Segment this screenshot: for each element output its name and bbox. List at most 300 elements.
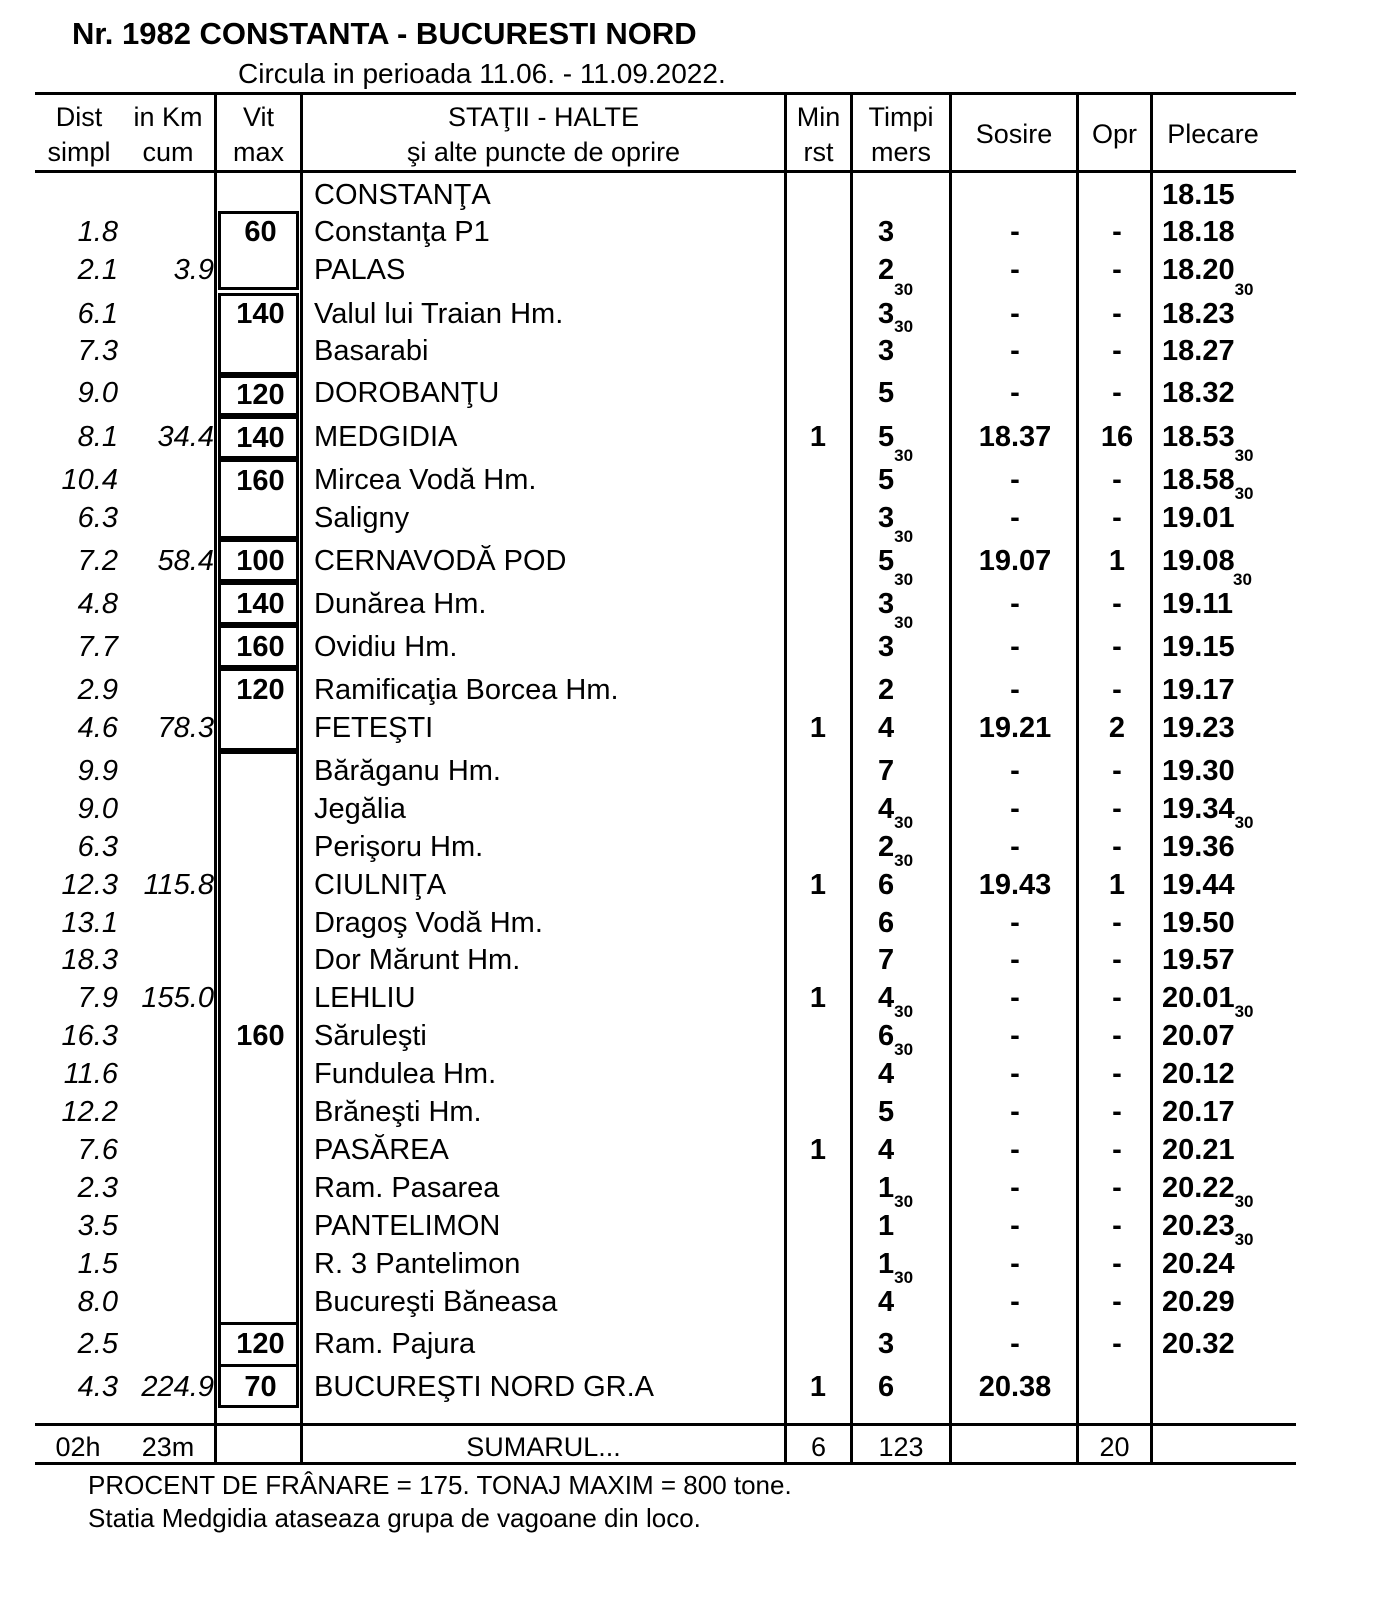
row-plecare [1162,904,1292,942]
row-min-rst [788,790,848,828]
speed-limit: 140 [236,298,285,330]
timpi-value: 4 [878,712,895,744]
row-dist: 7.7 [77,631,118,663]
row-km-cum: 34.4 [157,421,214,453]
row-plecare [1162,446,1292,499]
row-dist: 4.6 [77,712,118,744]
timpi-value: 4 [878,982,895,1014]
summary-opr: 20 [1099,1432,1130,1462]
row-sosire: - [1010,755,1020,787]
row-km-cum [122,1093,214,1131]
timpi-value: 4 [878,1134,895,1166]
table-row [0,1131,1380,1169]
table-row [0,374,1380,412]
row-sosire: - [1010,1248,1020,1280]
row-km-cum [122,941,214,979]
row-dist: 6.3 [77,502,118,534]
row-plecare [1162,1131,1292,1169]
row-dist: 3.5 [77,1210,118,1242]
row-timpi-mers [878,904,958,942]
row-timpi-mers [878,613,958,666]
table-row [0,213,1380,251]
row-timpi-mers [878,527,958,580]
row-km-cum [122,1055,214,1093]
timpi-value: 5 [878,421,895,453]
row-station: CONSTANŢA [314,179,491,211]
plecare-value: 18.27 [1162,335,1235,367]
row-min-rst [788,1283,848,1321]
row-sosire: 19.43 [978,869,1052,901]
row-plecare [1162,1169,1292,1207]
row-plecare [1162,979,1292,1017]
row-dist: 12.2 [61,1096,118,1128]
timpi-value: 3 [878,335,895,367]
row-station: PASĂREA [314,1134,449,1166]
summary-timpi: 123 [878,1432,924,1462]
summary-hours: 02h [55,1432,101,1462]
timpi-seconds: 30 [894,280,914,299]
row-station: DOROBANŢU [314,377,500,409]
row-opr: - [1112,377,1122,409]
plecare-value: 20.24 [1162,1248,1235,1280]
row-min-rst [788,1093,848,1131]
row-min-rst [788,295,848,333]
row-opr: - [1112,588,1122,620]
plecare-value: 19.17 [1162,674,1235,706]
timpi-value: 6 [878,1371,895,1403]
row-sosire: - [1010,588,1020,620]
row-station: PALAS [314,254,406,286]
row-plecare [1162,628,1292,666]
row-timpi-mers [878,418,958,456]
row-timpi-mers [878,1169,958,1207]
timpi-seconds: 30 [894,570,914,589]
plecare-value: 18.20 [1162,254,1235,286]
header-dist: Dist simpl [47,102,111,167]
row-sosire: - [1010,631,1020,663]
row-sosire: - [1010,298,1020,330]
timpi-value: 2 [878,254,895,286]
row-opr: - [1112,674,1122,706]
timpi-value: 6 [878,1020,895,1052]
timpi-seconds: 30 [894,1040,914,1059]
row-opr: - [1112,1248,1122,1280]
plecare-value: 19.11 [1162,588,1233,620]
row-sosire: - [1010,1020,1020,1052]
plecare-value: 19.15 [1162,631,1235,663]
row-plecare [1162,1192,1292,1245]
timpi-seconds: 30 [894,527,914,546]
row-timpi-mers [878,1002,958,1055]
header-stations: STAŢII - HALTE şi alte puncte de oprire [406,102,681,167]
row-sosire: - [1010,1286,1020,1318]
footer-note-braking: PROCENT DE FRÂNARE = 175. TONAJ MAXIM = 800 tone. [88,1470,792,1500]
row-sosire: - [1010,464,1020,496]
timpi-value: 1 [878,1210,895,1242]
row-plecare [1162,790,1292,828]
timpi-value: 5 [878,545,895,577]
row-station: Ram. Pasarea [314,1172,500,1204]
row-km-cum [122,176,214,214]
row-plecare [1162,752,1292,790]
row-opr: - [1112,464,1122,496]
row-km-cum [122,1207,214,1245]
page-title: Nr. 1982 CONSTANTA - BUCURESTI NORD [72,16,697,51]
row-km-cum [122,1131,214,1169]
table-row [0,813,1380,866]
plecare-value: 20.21 [1162,1134,1235,1166]
row-timpi-mers [878,1040,958,1093]
row-opr: 16 [1100,421,1134,453]
row-station: Dor Mărunt Hm. [314,944,521,976]
row-km-cum [122,332,214,370]
speed-limit: 120 [236,674,285,706]
table-row [0,979,1380,1017]
speed-limit: 60 [244,216,277,248]
row-dist: 7.9 [77,982,118,1014]
row-km-cum [122,671,214,709]
timpi-seconds: 30 [894,613,914,632]
table-row [0,570,1380,623]
row-sosire [955,176,1075,214]
row-station: MEDGIDIA [314,421,458,453]
table-row [0,941,1380,979]
row-timpi-mers [878,446,958,499]
row-dist: 7.3 [77,335,118,367]
row-opr: - [1112,631,1122,663]
row-opr: - [1112,755,1122,787]
row-station: Bucureşti Băneasa [314,1286,558,1318]
row-station: PANTELIMON [314,1210,501,1242]
row-min-rst [788,332,848,370]
footer-note-medgidia: Statia Medgidia ataseaza grupa de vagoane din loco. [88,1503,701,1533]
row-dist: 13.1 [61,907,118,939]
row-min-rst [788,1325,848,1363]
row-min-rst [788,828,848,866]
row-station: Ram. Pajura [314,1328,476,1360]
row-min-rst: 1 [809,1134,827,1166]
row-km-cum: 224.9 [141,1371,214,1403]
row-plecare [1162,280,1292,333]
row-km-cum [122,828,214,866]
row-km-cum: 3.9 [173,254,214,286]
summary-minutes: 23m [141,1432,195,1462]
row-station: Brăneşti Hm. [314,1096,482,1128]
row-station: BUCUREŞTI NORD GR.A [314,1371,654,1403]
row-sosire: - [1010,982,1020,1014]
row-sosire: - [1010,944,1020,976]
row-km-cum [122,752,214,790]
row-min-rst [788,499,848,537]
row-opr: - [1112,1328,1122,1360]
row-opr: - [1112,982,1122,1014]
row-sosire: - [1010,1172,1020,1204]
row-opr: - [1112,1096,1122,1128]
row-km-cum: 115.8 [143,869,214,901]
row-timpi-mers [878,790,958,828]
row-dist: 9.0 [77,377,118,409]
row-sosire: - [1010,254,1020,286]
table-row [0,176,1380,214]
row-min-rst [788,1017,848,1055]
row-sosire: - [1010,1134,1020,1166]
row-min-rst [788,1055,848,1093]
timpi-value: 3 [878,502,895,534]
timpi-seconds: 30 [894,1268,914,1287]
row-km-cum [122,213,214,251]
plecare-value: 19.57 [1162,944,1235,976]
timpi-seconds: 30 [894,1002,914,1021]
row-plecare [1162,709,1292,747]
row-min-rst [788,1245,848,1283]
row-plecare [1162,418,1292,456]
row-dist: 6.1 [77,298,118,330]
timpi-value: 7 [878,944,895,976]
row-min-rst [788,213,848,251]
row-opr: - [1112,502,1122,534]
row-dist: 10.4 [61,464,118,496]
plecare-value: 19.30 [1162,755,1235,787]
plecare-value: 18.58 [1162,464,1235,496]
row-dist: 2.5 [77,1328,118,1360]
plecare-value: 18.18 [1162,216,1235,248]
plecare-value: 20.07 [1162,1020,1235,1052]
timpi-value: 2 [878,674,895,706]
plecare-value: 19.08 [1162,545,1235,577]
row-dist: 11.6 [63,1058,118,1090]
row-dist: 9.9 [77,755,118,787]
header-vit: Vit max [232,102,284,167]
row-plecare [1162,866,1292,904]
timpi-seconds: 30 [894,851,914,870]
table-row [0,1002,1380,1055]
table-row [0,671,1380,709]
table-row [0,251,1380,289]
row-plecare [1162,671,1292,709]
table-row [0,1192,1380,1245]
row-opr: - [1112,1020,1122,1052]
row-timpi-mers [878,1093,958,1131]
row-plecare [1162,1055,1292,1093]
row-min-rst [788,628,848,666]
row-opr: - [1112,216,1122,248]
row-plecare [1162,813,1292,866]
table-row [0,317,1380,370]
plecare-seconds: 30 [1234,1002,1254,1021]
row-timpi-mers [878,813,958,866]
row-km-cum [122,628,214,666]
plecare-value: 18.32 [1162,377,1235,409]
table-row [0,280,1380,333]
table-row [0,752,1380,790]
timpi-value: 5 [878,377,895,409]
timpi-value: 3 [878,298,895,330]
speed-limit: 120 [236,379,285,411]
row-timpi-mers [878,1245,958,1283]
row-station: FETEŞTI [314,712,434,744]
row-plecare [1162,1368,1292,1406]
header-min: Min rst [796,102,841,167]
row-dist: 8.0 [77,1286,118,1318]
row-km-cum [122,1017,214,1055]
summary-label: SUMARUL... [466,1432,621,1462]
timpi-value: 3 [878,631,895,663]
row-sosire: - [1010,216,1020,248]
row-dist: 4.8 [77,588,118,620]
row-station: Constanţa P1 [314,216,490,248]
timpi-value: 5 [878,464,895,496]
timpi-value: 4 [878,1058,895,1090]
row-plecare [1162,251,1292,289]
plecare-value: 20.12 [1162,1058,1235,1090]
row-station: Basarabi [314,335,429,367]
plecare-value: 20.29 [1162,1286,1235,1318]
row-sosire: 20.38 [978,1371,1052,1403]
row-sosire: 19.07 [978,545,1052,577]
table-row [0,709,1380,747]
header-sosire: Sosire [975,119,1053,149]
table-row [0,851,1380,904]
row-sosire: - [1010,1328,1020,1360]
row-km-cum [122,499,214,537]
row-station: Perişoru Hm. [314,831,484,863]
table-row [0,527,1380,580]
header-rule [35,170,1296,173]
timpi-seconds: 30 [894,446,914,465]
row-plecare [1162,1002,1292,1055]
row-sosire: - [1010,335,1020,367]
table-row [0,1230,1380,1283]
timpi-seconds: 30 [894,1192,914,1211]
row-sosire: - [1010,907,1020,939]
row-plecare [1162,374,1292,412]
row-opr [1082,1368,1152,1406]
table-row [0,1368,1380,1406]
plecare-seconds: 30 [1234,813,1254,832]
row-dist: 7.6 [77,1134,118,1166]
table-row [0,790,1380,828]
row-plecare [1162,1230,1292,1283]
row-sosire: - [1010,1210,1020,1242]
timpi-value: 7 [878,755,895,787]
row-station: LEHLIU [314,982,416,1014]
row-timpi-mers [878,979,958,1017]
speed-limit: 100 [236,545,285,577]
row-timpi-mers [878,752,958,790]
plecare-value: 18.53 [1162,421,1235,453]
row-dist [40,176,118,214]
row-station: Dunărea Hm. [314,588,487,620]
row-station: Bărăganu Hm. [314,755,501,787]
row-timpi-mers [878,570,958,623]
table-row [0,1040,1380,1093]
row-station: Dragoş Vodă Hm. [314,907,543,939]
row-min-rst: 1 [809,869,827,901]
row-dist: 16.3 [61,1020,118,1052]
timpi-value: 1 [878,1172,895,1204]
plecare-value: 20.23 [1162,1210,1235,1242]
row-dist: 1.5 [77,1248,118,1280]
row-timpi-mers [878,213,958,251]
row-min-rst: 1 [809,1371,827,1403]
row-min-rst [788,904,848,942]
row-dist: 8.1 [77,421,118,453]
plecare-seconds: 30 [1234,1230,1254,1249]
row-min-rst: 1 [809,982,827,1014]
row-timpi-mers [878,1131,958,1169]
timpi-value: 6 [878,869,895,901]
speed-limit: 140 [236,588,285,620]
row-opr: - [1112,793,1122,825]
row-sosire: - [1010,831,1020,863]
row-timpi-mers [878,1368,958,1406]
plecare-seconds: 30 [1234,1192,1254,1211]
row-station: Ramificaţia Borcea Hm. [314,674,619,706]
row-station: CIULNIŢA [314,869,447,901]
row-opr: - [1112,1172,1122,1204]
row-sosire: - [1010,502,1020,534]
plecare-value: 20.22 [1162,1172,1235,1204]
row-dist: 1.8 [77,216,118,248]
timpi-seconds: 30 [894,813,914,832]
speed-limit: 160 [236,465,285,497]
row-km-cum [122,790,214,828]
row-dist: 7.2 [77,545,118,577]
table-row [0,418,1380,456]
row-min-rst: 1 [809,712,827,744]
row-km-cum [122,461,214,499]
row-opr: - [1112,944,1122,976]
table-row [0,613,1380,666]
row-timpi-mers [878,176,958,214]
row-min-rst [788,1169,848,1207]
row-timpi-mers [878,280,958,333]
timpi-value: 6 [878,907,895,939]
row-timpi-mers [878,1268,958,1321]
plecare-value: 19.34 [1162,793,1235,825]
row-opr: 1 [1108,545,1126,577]
table-row [0,1093,1380,1131]
plecare-value: 19.50 [1162,907,1235,939]
speed-limit: 120 [236,1328,285,1360]
row-opr: - [1112,1134,1122,1166]
row-min-rst [788,941,848,979]
row-opr: 2 [1108,712,1126,744]
row-min-rst [788,585,848,623]
row-plecare [1162,332,1292,370]
row-plecare [1162,542,1292,580]
plecare-value: 19.01 [1162,502,1235,534]
table-row [0,446,1380,499]
row-opr: - [1112,1058,1122,1090]
row-station: Ovidiu Hm. [314,631,458,663]
row-km-cum [122,1245,214,1283]
row-station: CERNAVODĂ POD [314,545,567,577]
row-opr: - [1112,335,1122,367]
table-row [0,1169,1380,1207]
table-row [0,1325,1380,1363]
row-opr [1082,176,1152,214]
row-timpi-mers [878,499,958,537]
row-sosire: - [1010,793,1020,825]
row-dist: 2.1 [77,254,118,286]
row-min-rst [788,542,848,580]
speed-limit: 160 [236,1020,285,1052]
row-timpi-mers [878,851,958,904]
row-station: Jegălia [314,793,406,825]
row-km-cum [122,295,214,333]
row-km-cum [122,585,214,623]
